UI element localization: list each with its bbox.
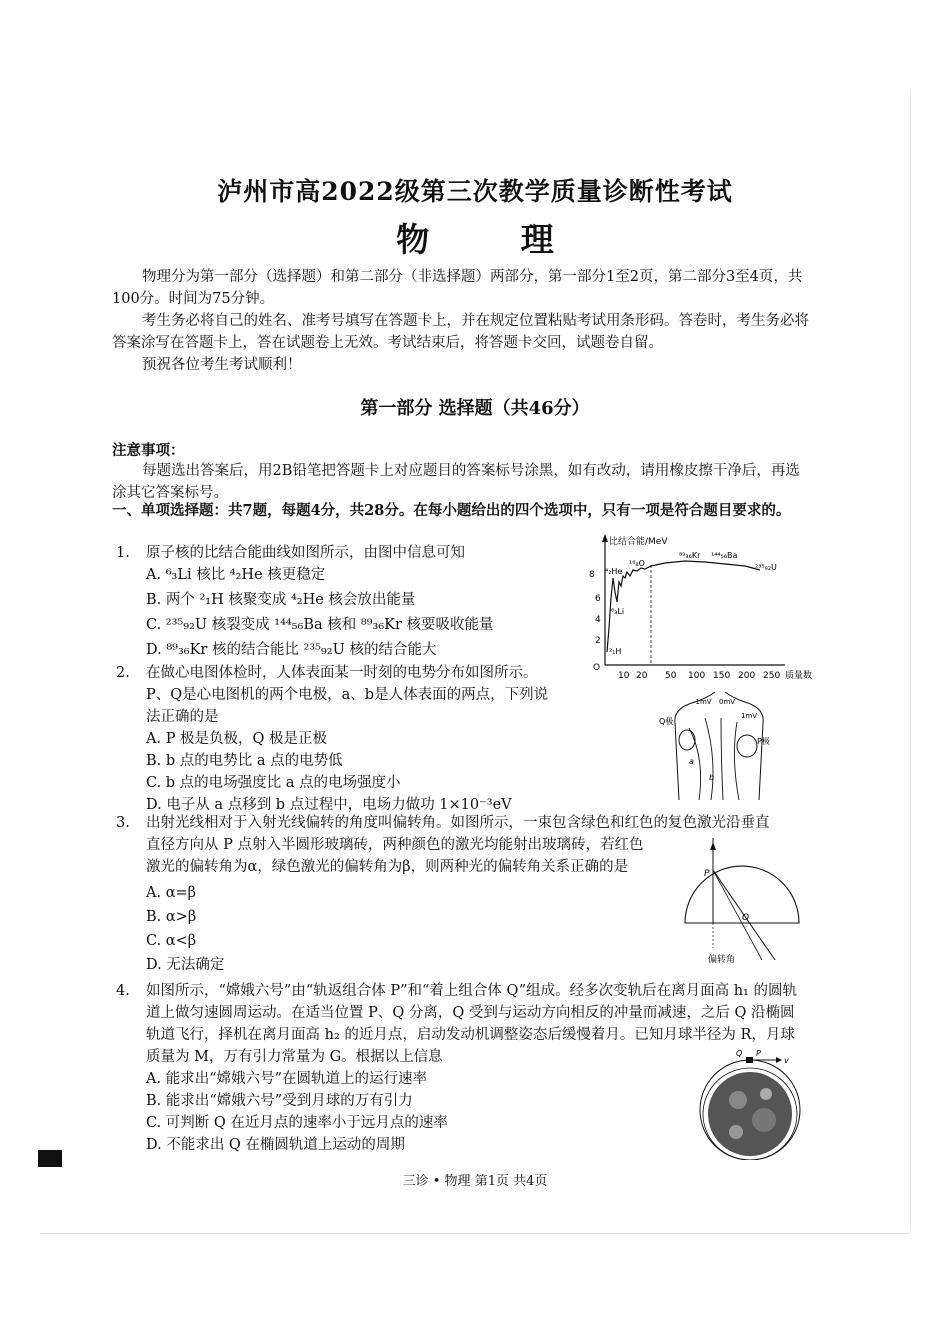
option-d: D. 不能求出 Q 在椭圆轨道上运动的周期: [146, 1137, 405, 1153]
question-stem: 在做心电图体检时，人体表面某一时刻的电势分布如图所示。P、Q是心电图机的两个电极，a、b是人体表面的两点，下列说法正确的是: [146, 665, 549, 725]
question-stem: 如图所示，“嫦娥六号”由“轨返组合体 P”和“着上组合体 Q”组成。经多次变轨后在离月面高 h₁ 的圆轨道上做匀速圆周运动。在适当位置 P、Q 分离，Q 受到与运动方向相反的冲量而减速，之后 Q 沿椭圆轨道飞行，择机在离月面高 h₂ 的近月点，启动发动机调整姿态后缓慢着月。已知月球半径为 R，月球质量为 M，万有引力常量为 G。根据以上信息: [146, 983, 797, 1065]
y-axis-label: 比结合能/MeV: [609, 537, 668, 547]
option-b: B. 两个 ²₁H 核聚变成 ⁴₂He 核会放出能量: [146, 592, 416, 608]
equipotential-line: [721, 718, 723, 800]
notice-title: 注意事项：: [112, 442, 185, 459]
option-d: D. 电子从 a 点移到 b 点过程中，电场力做功 1×10⁻³eV: [146, 797, 512, 813]
question-stem-line-3: 激光的偏转角为α，绿色激光的偏转角为β，则两种光的偏转角关系正确的是: [146, 859, 629, 875]
label-h: ²₁H: [609, 647, 622, 656]
question-number: 4.: [116, 983, 130, 999]
x-tick-20: 20: [636, 671, 648, 680]
option-c: C. b 点的电场强度比 a 点的电场强度小: [146, 775, 401, 791]
label-kr: ⁸⁹₃₆Kr: [679, 551, 701, 560]
point-a-label: a: [689, 757, 694, 766]
moon-orbit-figure: [698, 1050, 808, 1160]
moon: [708, 1072, 792, 1156]
registration-mark: [38, 1150, 62, 1167]
intro-paragraph-1: 物理分为第一部分（选择题）和第二部分（非选择题）两部分，第一部分1至2页，第二部分3至4页，共100分。时间为75分钟。: [112, 269, 803, 307]
ecg-figure: [655, 688, 780, 808]
spacecraft: [746, 1057, 753, 1063]
torso-outline: [675, 692, 763, 800]
option-a: A. α=β: [146, 885, 197, 901]
option-a: A. P 极是负极，Q 极是正极: [146, 731, 328, 747]
potential-plus1: 1mV: [741, 712, 758, 720]
part1-title: 一、单项选择题：共7题，每题4分，共28分。在每小题给出的四个选项中，只有一项是符合题目要求的。: [112, 502, 791, 519]
origin-label: O: [593, 663, 601, 673]
moon-crater: [729, 1091, 747, 1109]
moon-crater: [729, 1125, 743, 1139]
potential-minus1: -1mV: [693, 698, 712, 706]
p-label: P: [756, 1050, 761, 1058]
y-tick-4: 4: [595, 615, 601, 625]
exam-title: 泸州市高2022级第三次教学质量诊断性考试: [217, 177, 733, 206]
scan-edge-line: [40, 1233, 910, 1234]
x-tick-250: 250: [763, 671, 781, 680]
equipotential-line: [705, 718, 713, 800]
y-tick-2: 2: [595, 636, 601, 646]
option-b: B. b 点的电势比 a 点的电势低: [146, 753, 343, 769]
option-d: D. ⁸⁹₃₆Kr 核的结合能比 ²³⁵₉₂U 核的结合能大: [146, 642, 437, 658]
equipotential-line: [734, 722, 739, 800]
question-stem-line-2: 直径方向从 P 点射入半圆形玻璃砖，两种颜色的激光均能射出玻璃砖，若红色: [146, 837, 644, 853]
section-heading: 第一部分 选择题（共46分）: [360, 398, 590, 419]
x-axis-label: 质量数: [785, 671, 813, 680]
question-number: 2.: [116, 665, 130, 681]
option-c: C. ²³⁵₉₂U 核裂变成 ¹⁴⁴₅₆Ba 核和 ⁸⁹₃₆Kr 核要吸收能量: [146, 617, 494, 633]
glass-refraction-figure: [680, 838, 805, 966]
label-u: ²³⁵₉₂U: [755, 563, 777, 572]
potential-zero: 0mV: [719, 698, 736, 706]
label-ba: ¹⁴⁴₅₆Ba: [711, 551, 738, 560]
option-c: C. α<β: [146, 933, 197, 949]
question-2: [116, 662, 556, 816]
x-tick-150: 150: [713, 671, 731, 680]
point-p-label: P: [704, 869, 710, 879]
incident-arrow: [710, 842, 716, 850]
scan-edge-line-vertical: [910, 90, 911, 1230]
notice-text: 每题选出答案后，用2B铅笔把答题卡上对应题目的答案标号涂黑，如有改动，请用橡皮擦干净后，再选涂其它答案标号。: [112, 463, 800, 501]
q-label: Q: [736, 1050, 743, 1058]
option-d: D. 无法确定: [146, 957, 225, 973]
y-axis-arrow: [602, 534, 608, 542]
label-o: ¹⁶₈O: [629, 559, 645, 568]
option-a: A. ⁶₃Li 核比 ⁴₂He 核更稳定: [146, 567, 326, 583]
option-b: B. α>β: [146, 909, 197, 925]
subject-title: 物 理: [396, 220, 594, 259]
label-li: ⁶₃Li: [611, 607, 625, 616]
intro-paragraph-3: 预祝各位考生考试顺利！: [142, 357, 302, 373]
v-label: v: [784, 1056, 789, 1065]
y-tick-6: 6: [595, 594, 601, 604]
x-tick-10: 10: [618, 671, 630, 680]
refracted-ray-2: [713, 870, 762, 960]
x-tick-100: 100: [688, 671, 706, 680]
question-number: 3.: [116, 815, 130, 831]
x-tick-50: 50: [665, 671, 677, 680]
point-o-label: O: [742, 913, 750, 923]
q-electrode-label: Q极: [659, 717, 674, 726]
p-electrode: [737, 735, 757, 757]
question-stem: 原子核的比结合能曲线如图所示，由图中信息可知: [146, 545, 465, 561]
question-number: 1.: [116, 545, 130, 561]
option-b: B. 能求出“嫦娥六号”受到月球的万有引力: [146, 1093, 413, 1109]
question-stem-line-1: 出射光线相对于入射光线偏转的角度叫偏转角。如图所示，一束包含绿色和红色的复色激光沿垂直: [146, 815, 770, 831]
x-tick-200: 200: [738, 671, 756, 680]
p-electrode-label: P极: [757, 737, 770, 746]
option-c: C. 可判断 Q 在近月点的速率小于远月点的速率: [146, 1115, 448, 1131]
moon-crater: [760, 1088, 772, 1100]
binding-energy-curve: [607, 561, 760, 652]
deflection-caption: 偏转角: [708, 955, 736, 965]
y-tick-8: 8: [589, 570, 595, 580]
label-he: ⁴₂He: [605, 567, 623, 576]
velocity-arrowhead: [776, 1057, 782, 1063]
question-1: [116, 542, 596, 661]
page-footer: 三诊 • 物理 第1页 共4页: [402, 1174, 548, 1189]
moon-crater: [752, 1108, 776, 1132]
q-electrode: [679, 730, 695, 750]
binding-energy-figure: [585, 530, 825, 680]
option-a: A. 能求出“嫦娥六号”在圆轨道上的运行速率: [146, 1071, 428, 1087]
intro-paragraph-2: 考生务必将自己的姓名、准考号填写在答题卡上，并在规定位置粘贴考试用条形码。答卷时，考生务必将答案涂写在答题卡上，答在试题卷上无效。考试结束后，将答题卡交回，试题卷自留。: [112, 313, 809, 351]
point-b-label: b: [709, 773, 715, 782]
